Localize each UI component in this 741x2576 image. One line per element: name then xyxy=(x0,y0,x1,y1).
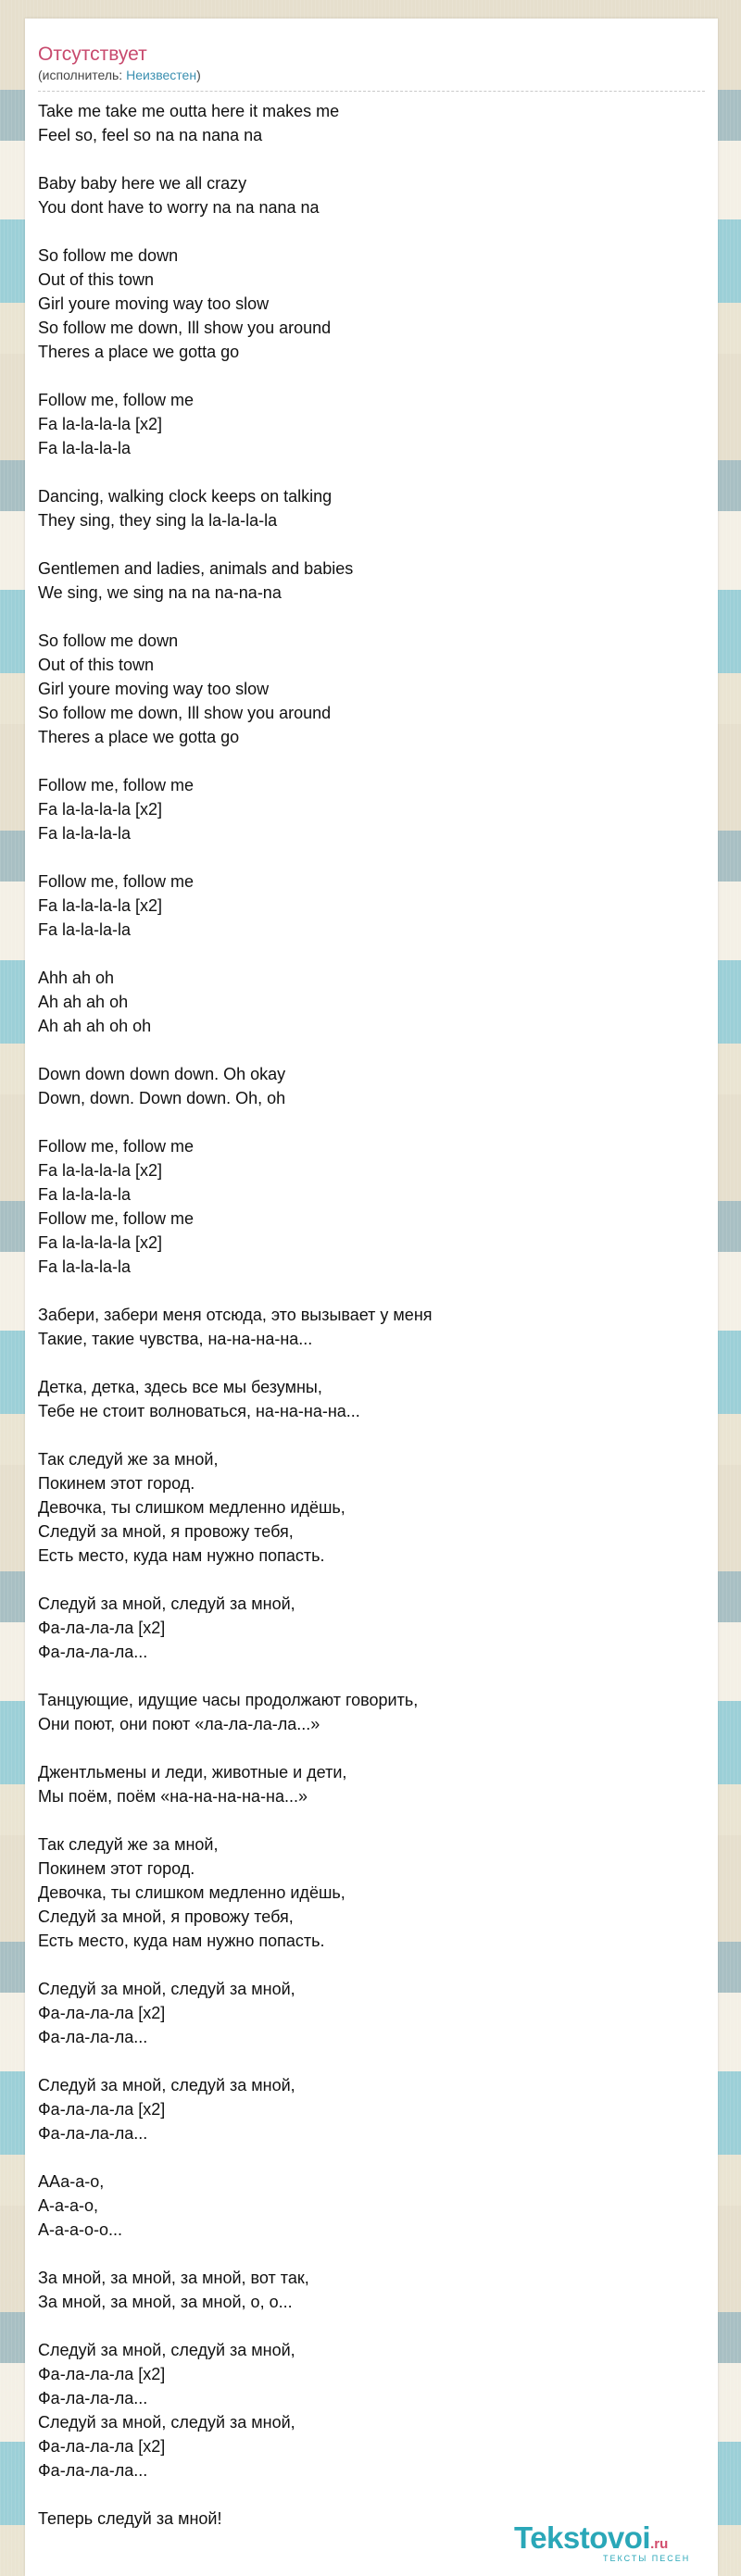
site-logo[interactable] xyxy=(514,2522,718,2563)
artist-suffix: ) xyxy=(196,68,201,82)
lyrics-page xyxy=(25,19,718,2576)
header-divider xyxy=(38,91,705,92)
logo-tld: .ru xyxy=(650,2536,669,2552)
lyrics-text: Take me take me outta here it makes me Feel so, feel so na na nana na Baby baby here we all crazy You dont have to worry na na nana na So follow me down Out of this town Girl youre moving way too slow So follow me down, Ill show you around Theres a place we gotta go Follow me, follow me Fa la-la-la-la [x2] Fa la-la-la-la Dancing, walking clock keeps on talking They sing, they sing la la-la-la-la Gentlemen and ladies, animals and babies We sing, we sing na na na-na-na So follow me down Out of this town Girl youre moving way too slow So follow me down, Ill show you around Theres a place we gotta go Follow me, follow me Fa la-la-la-la [x2] Fa la-la-la-la Follow me, follow me Fa la-la-la-la [x2] Fa la-la-la-la Ahh ah oh Ah ah ah oh Ah ah ah oh oh Down down down down. Oh okay Down, down. Down down. Oh, oh Follow me, follow me Fa la-la-la-la [x2] Fa la-la-la-la Follow me, follow me Fa la-la-la-la [x2] Fa la-la-la-la Забери, забери меня отсюда, это вызывает у меня Такие, такие чувства, на-на-на-на... Детка, детка, здесь все мы безумны, Тебе не стоит волноваться, на-на-на-на... Так следуй же за мной, Покинем этот город. Девочка, ты слишком медленно идёшь, Следуй за мной, я провожу тебя, Есть место, куда нам нужно попасть. Следуй за мной, следуй за мной, Фа-ла-ла-ла [x2] Фа-ла-ла-ла... Танцующие, идущие часы продолжают говорить, Они поют, они поют «ла-ла-ла-ла...» Джентльмены и леди, животные и дети, Мы поём, поём «на-на-на-на-на...» Так следуй же за мной, Покинем этот город. Девочка, ты слишком медленно идёшь, Следуй за мной, я провожу тебя, Есть место, куда нам нужно попасть. Следуй за мной, следуй за мной, Фа-ла-ла-ла [x2] Фа-ла-ла-ла... Следуй за мной, следуй за мной, Фа-ла-ла-ла [x2] Фа-ла-ла-ла... ААа-а-о, А-а-а-о, А-а-а-о-о... За мной, за мной, за мной, вот так, За мной, за мной, за мной, о, о... Следуй за мной, следуй за мной, Фа-ла-ла-ла [x2] Фа-ла-ла-ла... Следуй за мной, следуй за мной, Фа-ла-ла-ла [x2] Фа-ла-ла-ла... Теперь следуй за мной! xyxy=(38,102,433,2528)
artist-link[interactable]: Неизвестен xyxy=(126,68,197,82)
song-title: Отсутствует xyxy=(38,44,147,65)
artist-line xyxy=(38,67,705,83)
artist-prefix: (исполнитель: xyxy=(38,68,127,82)
logo-main-text: Tekstovoi xyxy=(514,2520,651,2555)
logo-tagline: ТЕКСТЫ ПЕСЕН xyxy=(603,2554,691,2563)
logo-wordmark xyxy=(514,2522,718,2554)
